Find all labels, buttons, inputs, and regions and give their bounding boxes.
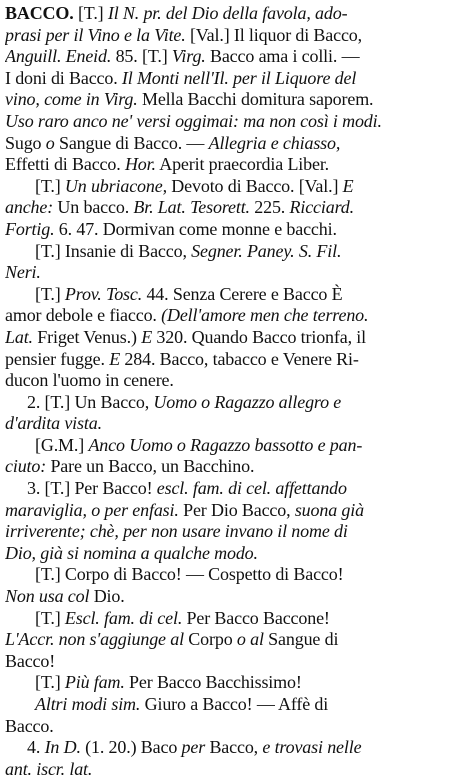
entry-line: [5, 89, 467, 111]
italic-text: (Dell'amore men che terreno.: [161, 305, 369, 326]
entry-line: [5, 284, 467, 306]
text-segment: Per Bacco Bacchissimo!: [124, 672, 302, 693]
text-segment: Un bacco.: [53, 197, 134, 218]
italic-text: Il N. pr. del Dio della favola, ado-: [107, 3, 348, 23]
text-segment: Pare un Bacco, un Bacchino.: [46, 456, 255, 477]
italic-text: ciuto:: [5, 456, 47, 477]
line-content: [5, 759, 92, 780]
entry-line: [5, 672, 467, 694]
italic-text: E: [342, 175, 354, 196]
entry-line: [5, 241, 467, 263]
line-content: [35, 608, 330, 630]
entry-line: [5, 500, 467, 522]
text-segment: [T.]: [35, 283, 65, 304]
text-segment: Sugo: [5, 132, 46, 153]
entry-line: [5, 564, 467, 586]
entry-line: [5, 413, 467, 435]
italic-text: Anco Uomo o Ragazzo bassotto e pan-: [88, 434, 363, 455]
italic-text: per: [181, 737, 206, 758]
text-segment: [T.] Corpo di Bacco! — Cospetto di Bacco!: [35, 564, 344, 585]
text-segment: [T.]: [35, 672, 65, 693]
italic-text: Uso raro anco ne' versi oggimai: ma non così i modi.: [5, 110, 382, 131]
entry-line: [5, 629, 467, 651]
text-segment: 4.: [27, 737, 45, 758]
italic-text: Neri.: [5, 262, 41, 283]
text-segment: Dio.: [89, 586, 125, 607]
text-segment: Devoto di Bacco. [Val.]: [166, 175, 343, 196]
entry-line: [5, 133, 467, 155]
text-segment: 2. [T.] Un Bacco,: [27, 391, 154, 412]
italic-text: o al: [236, 629, 264, 650]
line-content: [5, 543, 258, 565]
text-segment: 320. Quando Bacco trionfa, il: [152, 326, 366, 347]
line-content: [5, 370, 174, 392]
entry-line: [5, 456, 467, 478]
text-segment: Bacco ama i colli. —: [205, 46, 360, 67]
text-segment: 6. 47. Dormivan come monne e bacchi.: [54, 218, 337, 239]
entry-line: [5, 176, 467, 198]
entry-line: [5, 759, 467, 780]
line-content: [5, 111, 382, 133]
line-content: [35, 672, 302, 694]
entry-line: [5, 111, 467, 133]
italic-text: Br. Lat. Tesorett.: [133, 197, 250, 218]
text-segment: Aperit praecordia Liber.: [155, 154, 330, 175]
line-content: [27, 392, 341, 414]
italic-text: anche:: [5, 197, 54, 218]
line-content: [5, 219, 337, 241]
italic-text: vino, come in Virg.: [5, 89, 138, 110]
line-content: [5, 3, 347, 25]
entry-line: [5, 305, 467, 327]
text-segment: [T.]: [35, 607, 65, 628]
entry-line: [5, 3, 467, 25]
italic-text: Hor.: [124, 154, 156, 175]
entry-line: [5, 543, 467, 565]
text-segment: 284. Bacco, tabacco e Venere Ri-: [120, 348, 359, 369]
italic-text: Altri modi sim.: [35, 694, 141, 714]
italic-text: E: [141, 326, 153, 347]
line-content: [5, 89, 373, 111]
italic-text: Lat.: [5, 326, 33, 347]
italic-text: maraviglia, o per enfasi.: [5, 499, 179, 520]
text-segment: Friget Venus.): [32, 326, 142, 347]
entry-line: [5, 392, 467, 414]
entry-line: [5, 716, 467, 738]
line-content: [35, 176, 354, 198]
entry-line: [5, 25, 467, 47]
line-content: [35, 694, 328, 716]
entry-line: [5, 68, 467, 90]
line-content: [5, 305, 368, 327]
text-segment: Sangue di: [263, 629, 339, 650]
text-segment: Effetti di Bacco.: [5, 154, 125, 175]
italic-text: Segner. Paney. S. Fil.: [191, 240, 342, 261]
italic-text: Fortig.: [5, 218, 55, 239]
text-segment: Giuro a Bacco! — Affè di: [140, 694, 329, 714]
line-content: [5, 46, 359, 68]
line-content: [5, 521, 348, 543]
line-content: [5, 629, 338, 651]
text-segment: 3. [T.] Per Bacco!: [27, 478, 157, 499]
line-content: [5, 456, 254, 478]
italic-text: Escl. fam. di cel.: [64, 607, 183, 628]
line-content: [5, 413, 102, 435]
italic-text: Prov. Tosc.: [64, 283, 143, 304]
headword: BACCO.: [5, 3, 74, 23]
entry-line: [5, 435, 467, 457]
italic-text: Dio, già si nomina a qualche modo.: [5, 542, 258, 563]
entry-line: [5, 608, 467, 630]
text-segment: 85. [T.]: [111, 46, 172, 67]
italic-text: E: [109, 348, 121, 369]
italic-text: Più fam.: [64, 672, 125, 693]
dictionary-entry-bacco: [5, 3, 467, 780]
line-content: [27, 478, 347, 500]
line-content: [35, 435, 362, 457]
entry-line: [5, 370, 467, 392]
line-content: [5, 25, 362, 47]
italic-text: In D.: [44, 737, 81, 758]
line-content: [5, 716, 54, 738]
italic-text: Un ubriacone,: [64, 175, 167, 196]
entry-line: [5, 651, 467, 673]
line-content: [5, 500, 364, 522]
italic-text: e trovasi nelle: [262, 737, 362, 758]
italic-text: Uomo o Ragazzo allegro e: [153, 391, 342, 412]
text-segment: I doni di Bacco.: [5, 67, 122, 88]
entry-line: [5, 154, 467, 176]
text-segment: ducon l'uomo in cenere.: [5, 370, 174, 391]
line-content: [5, 349, 359, 371]
italic-text: d'ardita vista.: [5, 413, 102, 434]
entry-line: [5, 262, 467, 284]
text-segment: (1. 20.) Baco: [80, 737, 182, 758]
text-segment: Corpo: [183, 629, 237, 650]
text-segment: [T.]: [35, 175, 65, 196]
entry-line: [5, 349, 467, 371]
entry-line: [5, 327, 467, 349]
italic-text: ant. iscr. lat.: [5, 758, 93, 779]
entry-line: [5, 197, 467, 219]
italic-text: o: [45, 132, 55, 153]
entry-line: [5, 219, 467, 241]
text-segment: Sangue di Bacco. —: [54, 132, 209, 153]
line-content: [5, 154, 329, 176]
text-segment: Bacco,: [205, 737, 263, 758]
entry-line: [5, 737, 467, 759]
italic-text: L'Accr. non s'aggiunge al: [5, 629, 184, 650]
text-segment: Mella Bacchi domitura saporem.: [137, 89, 374, 110]
italic-text: escl. fam. di cel. affettando: [156, 478, 347, 499]
text-segment: Per Dio Bacco,: [178, 499, 295, 520]
text-segment: Bacco.: [5, 715, 54, 736]
entry-line: [5, 478, 467, 500]
italic-text: Non usa col: [5, 586, 90, 607]
italic-text: Allegria e chiasso,: [208, 132, 341, 153]
line-content: [35, 241, 341, 263]
text-segment: pensier fugge.: [5, 348, 110, 369]
italic-text: prasi per il Vino e la Vite.: [5, 24, 186, 45]
line-content: [27, 737, 361, 759]
italic-text: suona già: [294, 499, 364, 520]
text-segment: [G.M.]: [35, 434, 89, 455]
line-content: [35, 564, 343, 586]
line-content: [5, 133, 340, 155]
line-content: [5, 262, 41, 284]
text-segment: 44. Senza Cerere e Bacco È: [142, 283, 343, 304]
text-segment: [Val.] Il liquor di Bacco,: [185, 24, 363, 45]
text-segment: amor debole e fiacco.: [5, 305, 162, 326]
entry-line: [5, 46, 467, 68]
text-segment: Per Bacco Baccone!: [182, 607, 330, 628]
entry-line: [5, 694, 467, 716]
entry-line: [5, 521, 467, 543]
text-segment: [T.]: [73, 3, 108, 23]
entry-line: [5, 586, 467, 608]
italic-text: Virg.: [171, 46, 206, 67]
italic-text: irriverente; chè, per non usare invano il nome di: [5, 521, 348, 542]
line-content: [35, 284, 342, 306]
italic-text: Anguill. Eneid.: [5, 46, 112, 67]
line-content: [5, 586, 125, 608]
text-segment: Bacco!: [5, 650, 56, 671]
line-content: [5, 651, 55, 673]
italic-text: Ricciard.: [289, 197, 354, 218]
line-content: [5, 68, 356, 90]
line-content: [5, 327, 366, 349]
italic-text: Il Monti nell'Il. per il Liquore del: [121, 67, 357, 88]
text-segment: 225.: [249, 197, 290, 218]
text-segment: [T.] Insanie di Bacco,: [35, 240, 192, 261]
line-content: [5, 197, 354, 219]
